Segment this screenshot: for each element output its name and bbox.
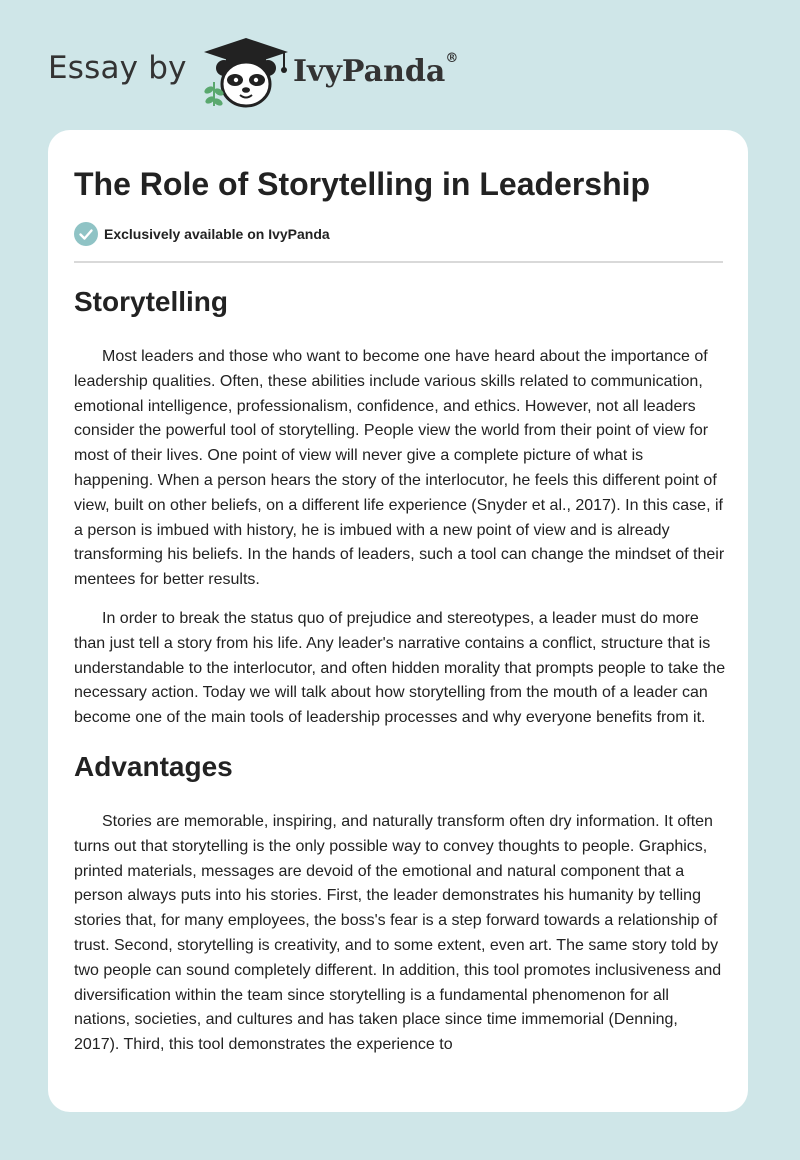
paragraph: Stories are memorable, inspiring, and naturally transform often dry information. It often turns out that storytelling is the only possible way to convey thoughts to people. Graphics, printed materials, messages are devoid of the emotional and natural component that a person always puts into his stories. First, the leader demonstrates his humanity by telling stories that, for many employees, the boss's fear is a step forward towards a relationship of trust. Second, storytelling is creativity, and to some extent, even art. The same story told by two people can sound completely different. In addition, this tool promotes inclusiveness and diversification within the team since storytelling is a fundamental phenomenon for all nations, societies, and cultures and has taken place since time immemorial (Denning, 2017). Third, this tool demonstrates the experience to [74, 812, 722, 1054]
essay-title: The Role of Storytelling in Leadership [74, 166, 651, 202]
section-heading-storytelling: Storytelling [74, 286, 229, 317]
essay-content [74, 282, 726, 1058]
badge-text: Exclusively available on IvyPanda [104, 226, 330, 242]
essay-by-label: Essay by [48, 50, 187, 86]
paragraph: In order to break the status quo of prejudice and stereotypes, a leader must do more than just tell a story from his life. Any leader's narrative contains a conflict, structure that is understandable to the interlocutor, and often hidden morality that prompts people to take the necessary action. Today we will talk about how storytelling from the mouth of a leader can become one of the main tools of leadership processes and why everyone benefits from it. [74, 609, 726, 727]
brand-text: IvyPanda [293, 54, 446, 89]
essay-card [48, 130, 748, 1112]
section-heading-advantages: Advantages [74, 750, 233, 782]
registered-mark: ® [445, 51, 459, 66]
paragraph: Most leaders and those who want to become one have heard about the importance of leadership qualities. Often, these abilities include various skills related to communication, emotional intelligence, professionalism, confidence, and ethics. However, not all leaders consider the powerful tool of storytelling. People view the world from their point of view for most of their lives. One point of view will never give a complete picture of what is happening. When a person hears the story of the interlocutor, he feels this different point of view, built on other beliefs, on a different life experience (Snyder et al., 2017). In this case, if a person is imbued with history, he is imbued with a new point of view and is already transforming his beliefs. In the hands of leaders, such a tool can change the mindset of their mentees for better results. [74, 348, 725, 589]
divider [74, 261, 723, 263]
panda-graduate-logo-icon[interactable] [200, 34, 292, 110]
brand-name[interactable] [293, 51, 459, 89]
check-circle-icon [74, 222, 98, 246]
exclusive-badge [74, 221, 330, 247]
site-header [0, 0, 800, 128]
